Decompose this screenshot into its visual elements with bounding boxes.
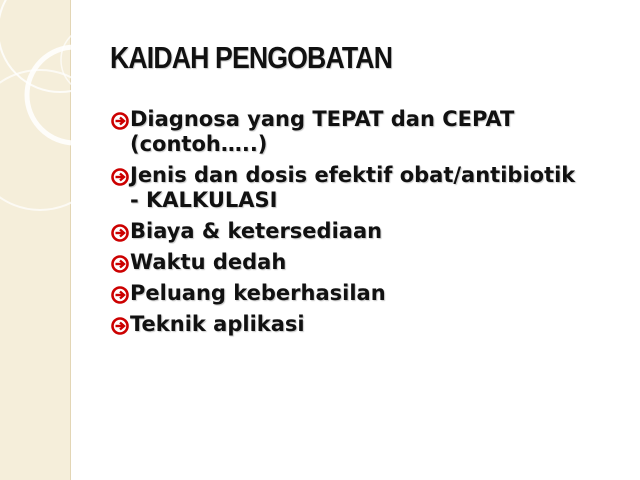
bullet-text [130, 250, 286, 275]
bullet-text [130, 219, 382, 244]
decorative-side-panel [0, 0, 71, 480]
bullet-line: (contoh…..) [130, 132, 268, 156]
bullet-text [130, 312, 305, 337]
slide-title: KAIDAH PENGOBATAN [110, 40, 393, 75]
circle-arrow-right-icon [110, 111, 130, 131]
bullet-list [110, 107, 630, 343]
bullet-line: Biaya & ketersediaan [130, 219, 383, 243]
circle-arrow-right-icon [110, 285, 130, 305]
bullet-line: Diagnosa yang TEPAT dan CEPAT [130, 107, 515, 131]
bullet-text [130, 107, 514, 157]
bullet-item [110, 281, 630, 306]
bullet-item [110, 219, 630, 244]
bullet-item [110, 163, 630, 213]
bullet-text [130, 281, 386, 306]
bullet-line: Waktu dedah [130, 250, 287, 274]
bullet-line: Teknik aplikasi [130, 312, 305, 336]
bullet-line: - KALKULASI [130, 188, 278, 212]
bullet-text [130, 163, 575, 213]
bullet-item [110, 250, 630, 275]
bullet-item [110, 312, 630, 337]
circle-arrow-right-icon [110, 223, 130, 243]
circle-arrow-right-icon [110, 316, 130, 336]
bullet-line: Jenis dan dosis efektif obat/antibiotik [130, 163, 576, 187]
bullet-item [110, 107, 630, 157]
circle-arrow-right-icon [110, 167, 130, 187]
circle-arrow-right-icon [110, 254, 130, 274]
bullet-line: Peluang keberhasilan [130, 281, 386, 305]
